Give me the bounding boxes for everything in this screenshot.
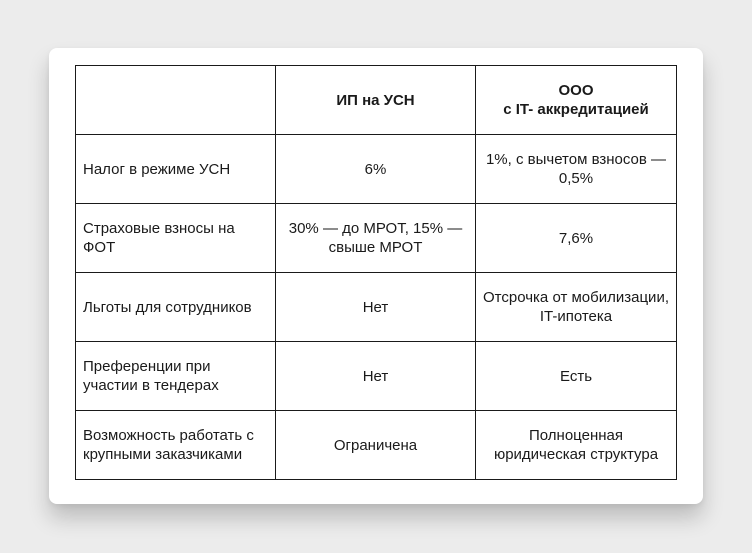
row-label: Налог в режиме УСН	[76, 135, 276, 204]
ooo-value: Отсрочка от мобилизации, IT-ипотека	[476, 273, 677, 342]
ooo-value: 1%, с вычетом взносов — 0,5%	[476, 135, 677, 204]
table-row	[76, 273, 677, 342]
row-label: Страховые взносы на ФОТ	[76, 204, 276, 273]
table-row	[76, 135, 677, 204]
ooo-value: 7,6%	[476, 204, 677, 273]
table-row	[76, 342, 677, 411]
ip-value: 6%	[276, 135, 476, 204]
comparison-table	[75, 65, 677, 480]
table-row	[76, 411, 677, 480]
header-ip: ИП на УСН	[276, 66, 476, 135]
header-ooo	[476, 66, 677, 135]
table-row	[76, 204, 677, 273]
ooo-value: Есть	[476, 342, 677, 411]
ip-value: Ограничена	[276, 411, 476, 480]
ip-value: Нет	[276, 342, 476, 411]
header-ooo-line1: ООО	[558, 82, 594, 99]
header-row	[76, 66, 677, 135]
ip-value: 30% — до МРОТ, 15% — свыше МРОТ	[276, 204, 476, 273]
row-label: Возможность работать с крупными заказчиками	[76, 411, 276, 480]
row-label: Льготы для сотрудников	[76, 273, 276, 342]
row-label: Преференции при участии в тендерах	[76, 342, 276, 411]
header-ooo-line2: с IT- аккредитацией	[503, 101, 649, 118]
ooo-value: Полноценная юридическая структура	[476, 411, 677, 480]
header-empty-cell	[76, 66, 276, 135]
content-card	[49, 48, 703, 504]
ip-value: Нет	[276, 273, 476, 342]
